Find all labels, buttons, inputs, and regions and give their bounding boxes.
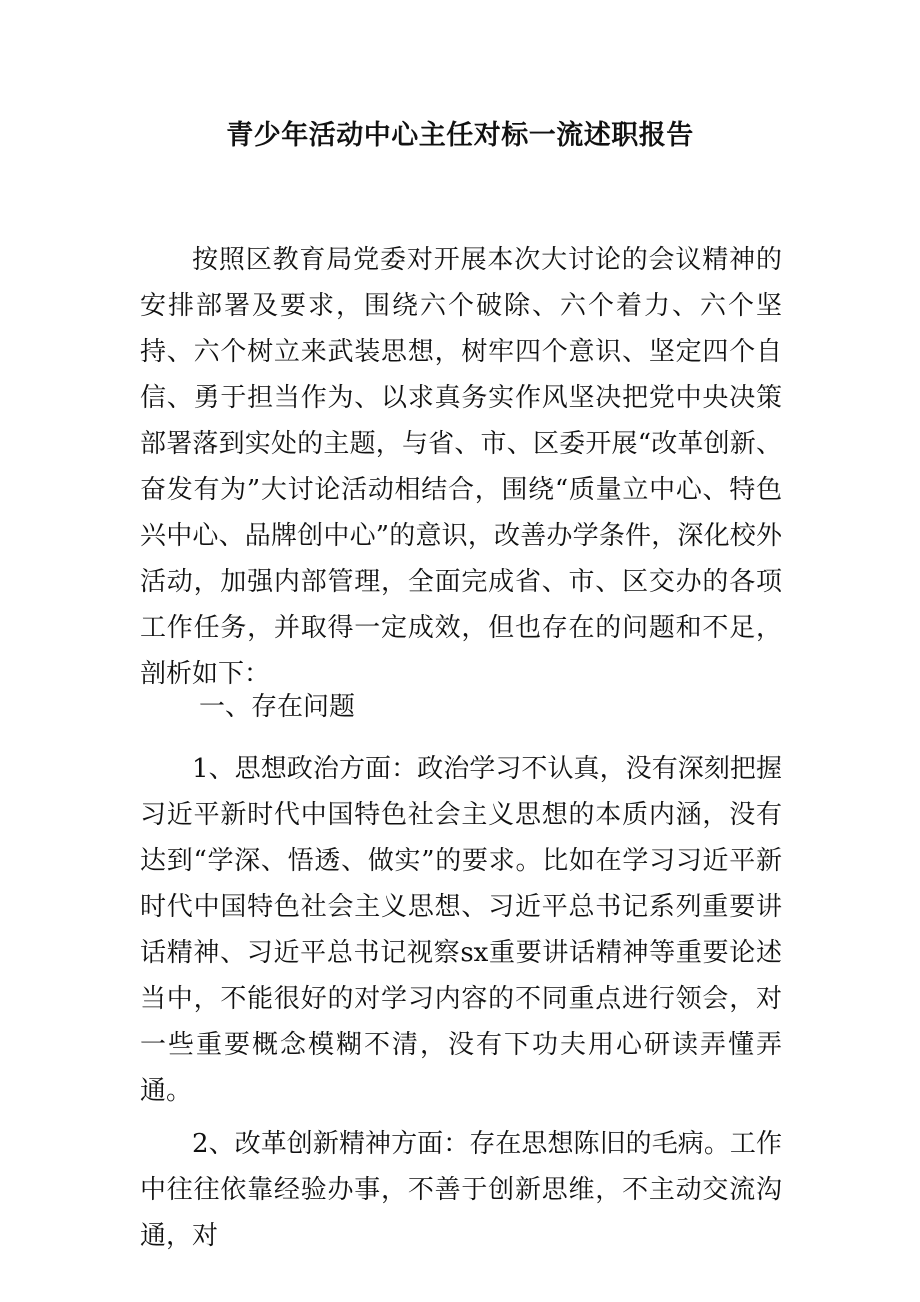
intro-paragraph: 按照区教育局党委对开展本次大讨论的会议精神的安排部署及要求，围绕六个破除、六个着力、六个坚持、六个树立来武装思想，树牢四个意识、坚定四个自信、勇于担当作为、以求真务实作风坚决把党中央决策部署落到实处的主题，与省、市、区委开展“改革创新、奋发有为”大讨论活动相结合，围绕“质量立中心、特色兴中心、品牌创中心”的意识，改善办学条件，深化校外活动，加强内部管理，全面完成省、市、区交办的各项工作任务，并取得一定成效，但也存在的问题和不足，剖析如下： [140,245,782,689]
document-title: 青少年活动中心主任对标一流述职报告 [226,120,694,151]
item-paragraph-reform: 2、改革创新精神方面：存在思想陈旧的毛病。工作中往往依靠经验办事，不善于创新思维，不主动交流沟通，对 [140,1129,782,1251]
item-paragraph-ideology: 1、思想政治方面：政治学习不认真，没有深刻把握习近平新时代中国特色社会主义思想的本质内涵，没有达到“学深、悟透、做实”的要求。比如在学习习近平新时代中国特色社会主义思想、习近平总书记系列重要讲话精神、习近平总书记视察sx重要讲话精神等重要论述当中，不能很好的对学习内容的不同重点进行领会，对一些重要概念模糊不清，没有下功夫用心研读弄懂弄通。 [140,754,782,1106]
section-heading-problems: 一、存在问题 [199,692,356,722]
